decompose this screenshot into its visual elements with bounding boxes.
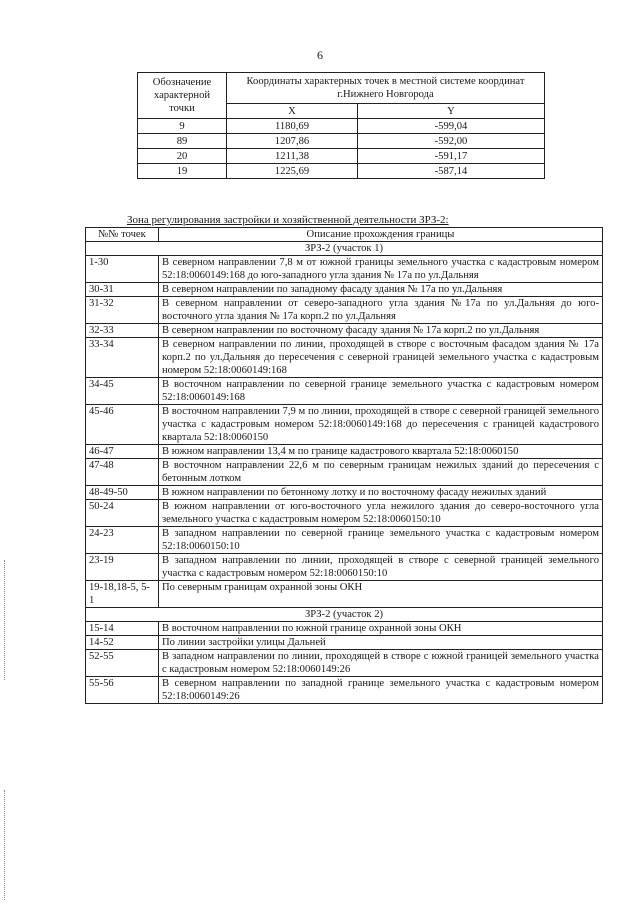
points-cell: 33-34 [86,338,159,378]
description-cell: В восточном направлении по северной границе земельного участка с кадастровым номером 52:18:0060149:168 [159,378,603,405]
points-cell: 30-31 [86,283,159,297]
coords-x-header: X [227,104,358,119]
section-title-2: ЗРЗ-2 (участок 2) [86,608,603,622]
section-header-1 [86,242,603,256]
points-cell: 45-46 [86,405,159,445]
description-cell: В восточном направлении 7,9 м по линии, проходящей в створе с северной границей земельного участка с кадастровым номером 52:18:0060149:168 до пересечения с границей кадастрового квартала 52:18:0060150 [159,405,603,445]
description-cell: В северном направлении 7,8 м от южной границы земельного участка с кадастровым номером 52:18:0060149:168 до юго-западного угла здания № 17а по ул.Дальняя [159,256,603,283]
description-cell: В северном направлении по линии, проходящей в створе с восточным фасадом здания № 17а корп.2 по ул.Дальняя до пересечения с северной границей земельного участка с кадастровым номером 52:18:0060149:168 [159,338,603,378]
coords-body [138,119,545,179]
coords-y-cell: -599,04 [358,119,545,134]
coords-point-cell: 9 [138,119,227,134]
coords-point-cell: 19 [138,164,227,179]
zones-header-row [86,228,603,242]
coords-x-cell: 1211,38 [227,149,358,164]
scan-edge-lower [4,790,5,900]
boundary-row [86,459,603,486]
coords-x-cell: 1207,86 [227,134,358,149]
description-cell: В северном направлении по восточному фасаду здания № 17а корп.2 по ул.Дальняя [159,324,603,338]
section-header-2 [86,608,603,622]
points-cell: 50-24 [86,500,159,527]
boundary-row [86,324,603,338]
boundary-row [86,581,603,608]
points-cell: 14-52 [86,636,159,650]
points-cell: 34-45 [86,378,159,405]
coordinates-table [137,72,545,179]
points-cell: 48-49-50 [86,486,159,500]
coords-col-coords-header: Координаты характерных точек в местной системе координат г.Нижнего Новгорода [227,73,545,104]
points-cell: 52-55 [86,650,159,677]
coords-x-cell: 1180,69 [227,119,358,134]
description-cell: В южном направлении от юго-восточного угла нежилого здания до северо-восточного угла земельного участка с кадастровым номером 52:18:0060150:10 [159,500,603,527]
coords-x-cell: 1225,69 [227,164,358,179]
points-cell: 47-48 [86,459,159,486]
points-cell: 46-47 [86,445,159,459]
points-cell: 15-14 [86,622,159,636]
section-1-rows [86,256,603,608]
boundary-row [86,486,603,500]
coords-header-row [138,73,545,104]
description-cell: В западном направлении по северной границе земельного участка с кадастровым номером 52:18:0060150:10 [159,527,603,554]
points-cell: 1-30 [86,256,159,283]
description-cell: В западном направлении по линии, проходящей в створе с северной границей земельного участка с кадастровым номером 52:18:0060150:10 [159,554,603,581]
coords-col-point-header: Обозначение характерной точки [138,73,227,119]
coords-row [138,164,545,179]
coords-row [138,149,545,164]
page-number: 6 [317,48,323,62]
points-cell: 19-18,18-5, 5-1 [86,581,159,608]
boundary-row [86,256,603,283]
zone-title: Зона регулирования застройки и хозяйственной деятельности ЗРЗ-2: [127,214,449,226]
zones-col-desc-header: Описание прохождения границы [159,228,603,242]
description-cell: В северном направлении от северо-западного угла здания №17а по ул.Дальняя до юго-восточного угла здания № 17а корп.2 по ул.Дальняя [159,297,603,324]
description-cell: В северном направлении по западной границе земельного участка с кадастровым номером 52:18:0060149:26 [159,677,603,704]
boundary-row [86,378,603,405]
description-cell: По северным границам охранной зоны ОКН [159,581,603,608]
boundary-row [86,405,603,445]
boundary-row [86,445,603,459]
coords-point-cell: 20 [138,149,227,164]
description-cell: В южном направлении 13,4 м по границе кадастрового квартала 52:18:0060150 [159,445,603,459]
section-2-rows [86,622,603,704]
coords-y-cell: -592,00 [358,134,545,149]
coords-point-cell: 89 [138,134,227,149]
coords-y-cell: -587,14 [358,164,545,179]
coords-row [138,119,545,134]
points-cell: 31-32 [86,297,159,324]
boundary-row [86,554,603,581]
description-cell: В северном направлении по западному фасаду здания № 17а по ул.Дальняя [159,283,603,297]
scan-edge-upper [4,560,5,680]
boundary-row [86,527,603,554]
boundary-row [86,297,603,324]
boundary-row [86,650,603,677]
coords-y-cell: -591,17 [358,149,545,164]
description-cell: В южном направлении по бетонному лотку и по восточному фасаду нежилых зданий [159,486,603,500]
points-cell: 55-56 [86,677,159,704]
boundary-row [86,283,603,297]
description-cell: В восточном направлении по южной границе охранной зоны ОКН [159,622,603,636]
description-cell: В восточном направлении 22,6 м по северным границам нежилых зданий до пересечения с бетонным лотком [159,459,603,486]
zone-boundary-table [85,227,603,704]
boundary-row [86,677,603,704]
zones-col-points-header: №№ точек [86,228,159,242]
points-cell: 24-23 [86,527,159,554]
section-title-1: ЗРЗ-2 (участок 1) [86,242,603,256]
description-cell: В западном направлении по линии, проходящей в створе с южной границей земельного участка с кадастровым номером 52:18:0060149:26 [159,650,603,677]
description-cell: По линии застройки улицы Дальней [159,636,603,650]
coords-row [138,134,545,149]
boundary-row [86,636,603,650]
boundary-row [86,500,603,527]
boundary-row [86,338,603,378]
points-cell: 23-19 [86,554,159,581]
coords-y-header: Y [358,104,545,119]
boundary-row [86,622,603,636]
points-cell: 32-33 [86,324,159,338]
